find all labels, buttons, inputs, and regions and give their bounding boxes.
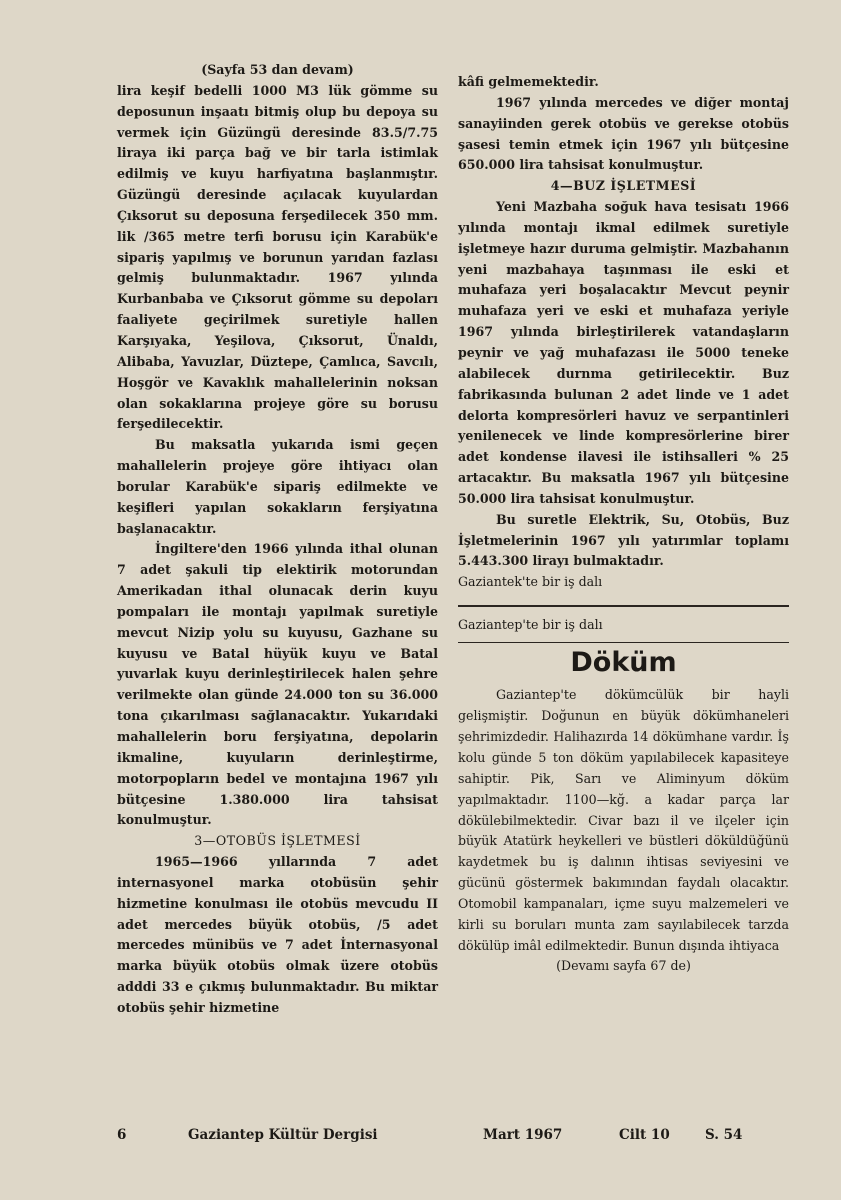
paragraph: İngiltere'den 1966 yılında ithal olunan 7 adet şakuli tip elektirik motorundan Amerikadan ithal olunacak derin kuyu pompaları ile montajı yapılmak suretiyle mevcut Nizip yolu su kuyusu, Gazhane su kuyusu ve Batal hüyük kuyu ve Batal yuvarlak kuyu derinleştirilecek halen şehre verilmekte olan günde 24.000 ton su 36.000 tona çıkarılması sağlanacaktır. Yukarıdaki mahallelerin boru ferşiyatına, depolarin ikmaline, kuyuların derinleştirme, motorpopların bedel ve montajına 1967 yılı bütçesine 1.380.000 lira tahsisat konulmuştur. — [117, 541, 438, 828]
article-title: Döküm — [570, 647, 677, 679]
paragraph: Gaziantep'te dökümcülük bir hayli gelişmiştir. Doğunun en büyük dökümhaneleri şehrimizdedir. Halihazırda 14 dökümhane vardır. İş kolu günde 5 ton döküm yapılabilecek kapasiteye sahiptir. Pik, Sarı ve Aliminyum döküm yapılmaktadır. 1100—kğ. a kadar parça lar dökülebilmektedir. Civar bazı il ve ilçeler için büyük Atatürk heykelleri ve büstleri döküldüğünü kaydetmek bu iş dalının ihtisas seviyesini ve gücünü göstermek bakımından faydalı olacaktır. Otomobil kampanaları, içme suyu malzemeleri ve kirli su boruları munta zam sayılabilecek tarzda dökülüp imâl edilmektedir. Bunun dışında ihtiyaca — [458, 687, 789, 953]
divider — [458, 605, 789, 607]
section-kicker: Gaziantep'te bir iş dalı — [458, 617, 603, 633]
continued-note: (Devamı sayfa 67 de) — [556, 958, 691, 974]
paragraph: kâfi gelmemektedir. — [458, 74, 599, 89]
right-column — [458, 72, 789, 977]
issue-date: Mart 1967 — [483, 1127, 563, 1143]
section-teaser: Gaziantek'te bir iş dalı — [458, 574, 603, 590]
continued-from-note: (Sayfa 53 dan devam) — [201, 62, 354, 77]
section-heading: 4—BUZ İŞLETMESİ — [550, 178, 697, 194]
paragraph: lira keşif bedelli 1000 M3 lük gömme su deposunun inşaatı bitmiş olup bu depoya su vermek için Güzüngü deresinde 83.5/7.75 liraya iki parça bağ ve bir tarla istimlak edilmiş ve kuyu harfiyatına başlanmıştır. Güzüngü deresinde açılacak kuyulardan Çıksorut su deposuna ferşedilecek 350 mm. lik /365 metre terfi borusu için Karabük'e sipariş yapılmış ve borunun yarıdan fazlası gelmiş bulunmaktadır. 1967 yılında Kurbanbaba ve Çıksorut gömme su depoları faaliyete geçirilmek suretiyle hallen Karşıyaka, Yeşilova, Çıksorut, Ünaldı, Alibaba, Yavuzlar, Düztepe, Çamlıca, Savcılı, Hoşgör ve Kavaklık mahallelerinin noksan olan sokaklarına projeye göre su borusu ferşedilecektir. — [117, 82, 438, 432]
paragraph: Bu suretle Elektrik, Su, Otobüs, Buz İşletmelerinin 1967 yılı yatırımlar toplamı 5.443.300 lirayı bulmaktadır. — [458, 511, 789, 569]
paragraph: Yeni Mazbaha soğuk hava tesisatı 1966 yılında montajı ikmal edilmek suretiyle işletmeye hazır duruma gelmiştir. Mazbahanın yeni mazbahaya taşınması ile eski et muhafaza yeri boşalacaktır Mevcut peynir muhafaza yeri ve eski et muhafaza yeriyle 1967 yılında birleştirilerek vatandaşların peynir ve yağ muhafazası ile 5000 teneke alabilecek durnma getirilecektir. Buz fabrikasında bulunan 2 adet linde ve 1 adet delorta kompresörleri havuz ve serpantinleri yenilenecek ve linde kompresörlerine birer adet kondense ilavesi ile istihsalleri % 25 artacaktır. Bu maksatla 1967 yılı bütçesine 50.000 lira tahsisat konulmuştur. — [458, 199, 789, 506]
paragraph: Bu maksatla yukarıda ismi geçen mahallelerin projeye göre ihtiyacı olan borular Karabük'e sipariş edilmekte ve keşifleri yapılan sokakların ferşiyatına başlanacaktır. — [117, 437, 438, 536]
page-number: 6 — [117, 1127, 127, 1143]
section-heading: 3—OTOBÜS İŞLETMESİ — [194, 833, 361, 849]
divider — [458, 642, 789, 644]
paragraph: 1965—1966 yıllarında 7 adet internasyonel marka otobüsün şehir hizmetine konulması ile otobüs mevcudu II adet mercedes büyük otobüs, /5 adet mercedes münibüs ve 7 adet İnternasyonal marka büyük otobüs olmak üzere otobüs adddi 33 e çıkmış bulunmaktadır. Bu miktar otobüs şehir hizmetine — [117, 854, 438, 1015]
left-column — [117, 60, 438, 1019]
paragraph: 1967 yılında mercedes ve diğer montaj sanayiinden gerek otobüs ve gerekse otobüs şasesi temin etmek için 1967 yılı bütçesine 650.000 lira tahsisat konulmuştur. — [458, 94, 789, 173]
issue-number: S. 54 — [705, 1127, 743, 1143]
journal-name: Gaziantep Kültür Dergisi — [188, 1127, 378, 1143]
volume-number: Cilt 10 — [619, 1127, 670, 1143]
